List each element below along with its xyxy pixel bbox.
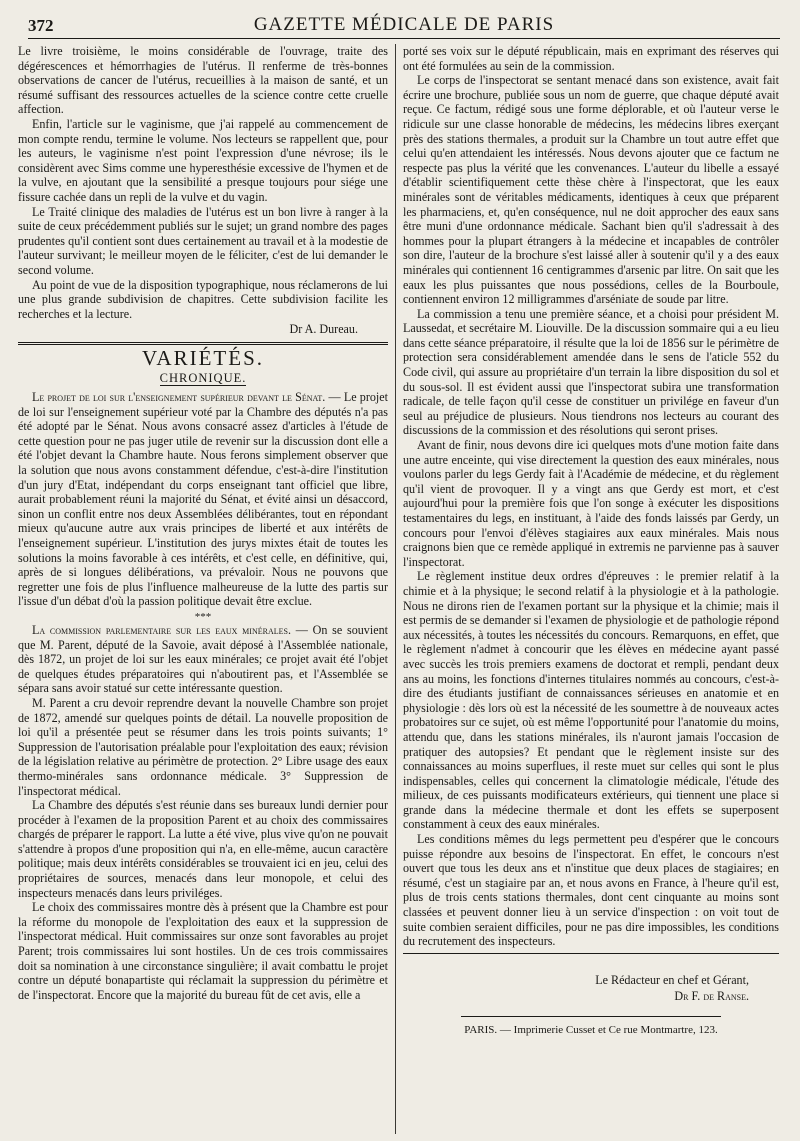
chronique-paragraph: [18, 390, 388, 609]
body-paragraph: porté ses voix sur le député républicain, mais en exprimant des réserves qui ont été formulées au sein de la commission.: [403, 44, 779, 73]
commission-paragraph: M. Parent a cru devoir reprendre devant la nouvelle Chambre son projet de 1872, amendé sur quelques points de détail. La nouvelle proposition de loi qu'il a présentée peut se résumer dans les trois points suivants; 1° Suppression de l'autorisation préalable pour l'exploitation des eaux; révision de la législation relative au périmètre de protection. 2° Libre usage des eaux thermo-minérales sans ordonnance médicale. 3° Suppression de l'inspectorat médical.: [18, 695, 388, 798]
commission-paragraph: [18, 623, 388, 696]
end-rule: [403, 953, 779, 954]
section-subtitle: [18, 371, 388, 386]
left-column: [18, 44, 388, 1136]
commission-text: — On se souvient que M. Parent, député de la Savoie, avait déposé à l'Assemblée nationale, dès 1872, un projet de loi sur les eaux minérales; ce projet avait été l'objet de quelques études préparatoires qui n'aboutirent pas, et l'Assemblée se sépara sans avoir statué sur cette intéressante question.: [18, 622, 388, 696]
chronique-text: — Le projet de loi sur l'enseignement supérieur voté par la Chambre des députés n'a pas été adopté par le Sénat. Nous avons consacré assez d'articles à l'étude de cette question pour ne pas juger utile de revenir sur la discussion dont elle a été l'objet devant la Chambre haute. Nous ferons simplement observer que la solution que nous avons constamment défendue, c'est-à-dire l'institution d'un jury d'Etat, indépendant du corps enseignant tant officiel que libre, aurait probablement réuni la majorité du Sénat, et évité ainsi un désaccord, sinon un conflit entre nos deux Assemblées délibérantes, tout en répondant mieux qu'aucune autre aux vrais principes de liberté et aux intérêts de l'enseignement supérieur. L'institution des jurys mixtes était de toutes les solutions la moins favorable à ces intérêts, et c'est celle, en définitive, qui, après de si longues délibérations, va prévaloir. Nous ne pouvons que regretter une fois de plus l'influence malheureuse de la lutte des partis sur l'issue d'un débat d'où la passion politique devait être exclue.: [18, 390, 388, 609]
section-separator: [18, 342, 388, 345]
page-header: [28, 10, 780, 38]
commission-paragraph: La Chambre des députés s'est réunie dans ses bureaux lundi dernier pour procéder à l'examen de la proposition Parent et au choix des commissaires chargés de préparer le rapport. La lutte a été vive, plus vive qu'on ne pouvait s'attendre à propos d'une proposition qui n'a, en elle-même, aucun caractère politique; mais deux intérêts considérables se trouvaient ici en jeu, celui des propriétaires de sources, menacés dans leur monopole, et celui des inspecteurs menacés dans leurs priviléges.: [18, 798, 388, 900]
body-paragraph: Le corps de l'inspectorat se sentant menacé dans son existence, avait fait écrire une brochure, publiée sous un nom de guerre, que chaque député avait reçue. Ce factum, rédigé sous une forme déplorable, et où l'auteur verse le ridicule sur une classe honorable de médecins, les médecins libres exerçant près des stations thermales, a produit sur la Chambre un tout autre effet que celui qu'en attendaient les intéressés. Nous devons ajouter que ce factum ne respecte pas plus la vérité que les convenances. L'auteur du libelle a essayé d'établir scientifiquement cette thèse chère à l'inspectorat, que les eaux minérales sont de véritables médicaments, identiques à ceux que préparent les pharmaciens, et, qu'en conséquence, nul ne doit approcher des eaux sans être muni d'une ordonnance médicale. Sachant bien qu'il s'adressait à des hommes pour la plupart étrangers à la médecine et incapables de contrôler son dire, l'auteur de la brochure s'est laissé aller à soutenir qu'il y a des eaux minérales qui contiennent 16 centigrammes d'arsenic par litre. On sait que les eaux les plus puissantes que nous possédions, celles de la Bourboule, contiennent environ 12 milligrammes d'arséniate de soude par litre.: [403, 73, 779, 307]
review-paragraph: Le livre troisième, le moins considérable de l'ouvrage, traite des dégérescences et hémorrhagies de l'utérus. Il renferme de très-bonnes observations de cancer de l'utérus, recueillies à la maison de santé, et un résumé suffisant des ressources actuelles de la science contre cette cruelle affection.: [18, 44, 388, 117]
commission-lead: La commission parlementaire sur les eaux minérales.: [32, 622, 291, 637]
imprint: PARIS. — Imprimerie Cusset et Ce rue Montmartre, 123.: [464, 1023, 718, 1036]
imprint-rule: [461, 1016, 721, 1017]
body-paragraph: Le règlement institue deux ordres d'épreuves : le premier relatif à la chimie et à la physique; le second relatif à la physiologie et à la pathologie. Nous ne dirons rien de l'examen portant sur la physique et la chimie; mais il est permis de se demander si l'examen de physiologie et de pathologie répond aux nécessités, à toutes les nécessités du concours. Remarquons, en effet, que le règlement n'admet à concourir que les élèves en médecine ayant passé avec succès les trois premiers examens de doctorat et rempli, pendant deux ans au moins, les fonctions d'internes titulaires nommés au concours, c'est-à-dire des étudiants justifiant de connaissances sérieuses en anatomie et en physiologie : dès lors où est la nécessité de les soumettre à de nouveaux actes probatoires sur ce sujet, où est même l'opportunité pour l'anatomie du moins, attendu que, dans les stations minérales, ils n'auront jamais l'occasion de pratiquer des autopsies? Et pendant que le règlement insiste sur des connaissances au moins superflues, il reste muet sur celles qui sont le plus indispensables, celles qui concernent la climatologie médicale, l'étude des milieux, de ces puissants modificateurs extérieurs, qui tiennent une place si grande dans la médecine thermale et dont les effets se superposent constamment à ceux des eaux minérales.: [403, 569, 779, 832]
column-divider: [395, 44, 396, 1134]
review-paragraph: Au point de vue de la disposition typographique, nous réclamerons de lui une plus grande subdivision de chapitres. Cette subdivision facilite les recherches et la lecture.: [18, 277, 388, 321]
editor-name: Dr F. de Ranse.: [674, 988, 749, 1003]
editor-block: [403, 972, 779, 1004]
review-signature: Dr A. Dureau.: [289, 322, 358, 337]
right-column: [403, 44, 779, 1136]
review-paragraph: Enfin, l'article sur le vaginisme, que j'ai rappelé au commencement de mon compte rendu, termine le volume. Nos lecteurs se rappellent que, pour les auteurs, le vaginisme n'est point l'expression d'une névrose; ils le considèrent avec Sims comme une hyperesthésie excessive de l'hymen et de la vulve, en ajoutant que la sensibilité a presque toujours pour siége une fissure cachée dans un repli de la vulve et du vagin.: [18, 116, 388, 204]
review-paragraph: Le Traité clinique des maladies de l'utérus est un bon livre à ranger à la suite de ceux précédemment publiés sur le sujet; un grand nombre des pages prudentes qu'il contient sont dues certainement au travail et à la modestie de l'auteur survivant; le meilleur moyen de le féliciter, c'est de lui demander le second volume.: [18, 204, 388, 277]
asterism: ***: [194, 610, 212, 623]
page-number: 372: [28, 16, 54, 35]
body-paragraph: La commission a tenu une première séance, et a choisi pour président M. Laussedat, et secrétaire M. Liouville. De la discussion sommaire qui a eu lieu dans cette séance préparatoire, il résulte que la loi de 1856 sur le périmètre de protection sera considérablement amendée dans le sens de l'aticle 552 du Code civil, qui assure au propriétaire d'un terrain la libre disposition du sol et du sous-sol. Il est évident aussi que l'inspectorat subira une transformation radicale, de telle façon qu'il cesse de constituer un privilége en faveur d'un seul au préjudice de plusieurs. Nous tiendrons nos lecteurs au courant des discussions de la commission et des résolutions qui seront prises.: [403, 306, 779, 438]
section-title: VARIÉTÉS.: [141, 345, 265, 370]
editor-line: Le Rédacteur en chef et Gérant,: [595, 972, 749, 987]
section-subtitle-text: CHRONIQUE.: [159, 371, 247, 386]
body-paragraph: Avant de finir, nous devons dire ici quelques mots d'une motion faite dans une autre enceinte, qui vise directement la question des eaux minérales, nous voulons parler du legs Gerdy fait à l'Académie de médecine, et du règlement qu'il vient de provoquer. Il y a vingt ans que Gerdy est mort, et c'est aujourd'hui pour la première fois que l'on songe à exécuter les dispositions testamentaires du legs, en instituant, à l'aide des fonds laissés par Gerdy, un concours pour l'envoi d'élèves stagiaires aux eaux minérales. Mais nous craignons bien que ce remède appliqué in extremis ne parvienne pas à sauver l'inspectorat.: [403, 438, 779, 569]
commission-paragraph: Le choix des commissaires montre dès à présent que la Chambre est pour la réforme du monopole de l'exploitation des eaux et la suppression de l'inspectorat médical. Huit commissaires sur onze sont favorables au projet Parent; trois commissaires lui sont hostiles. Un de ces trois commissaires doit sa nomination à une circonstance singulière; il avait combattu le projet contre un député bonapartiste qui réclamait la suppression du périmètre et de l'inspectorat. Encore que la majorité du bureau fût de cet avis, elle a: [18, 900, 388, 1002]
body-paragraph: Les conditions mêmes du legs permettent peu d'espérer que le concours puisse répondre aux besoins de l'inspectorat. En effet, le concours n'est ouvert que tous les deux ans et n'institue que deux places de stagiaires; en résumé, c'est un stagiaire par an, et nous avons en France, à l'heure qu'il est, plus de trois cents stations thermales, dont cent cinquante au moins sont classées et peuvent donner lieu à un service d'inspection : on voit tout de suite combien seraient difficiles, pour ne pas dire impossibles, les conditions du recrutement des inspecteurs.: [403, 832, 779, 949]
header-rule: [28, 38, 780, 39]
chronique-lead: Le projet de loi sur l'enseignement supérieur devant le Sénat.: [32, 390, 326, 405]
journal-title: GAZETTE MÉDICALE DE PARIS: [253, 14, 555, 35]
